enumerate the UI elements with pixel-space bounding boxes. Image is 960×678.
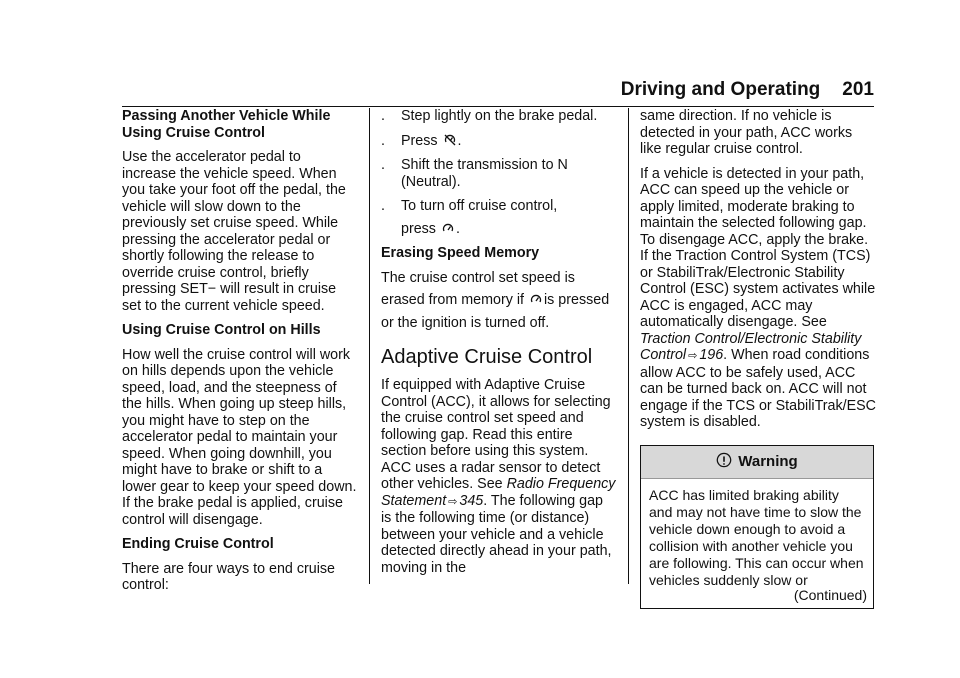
page-number: 201 xyxy=(842,79,874,100)
bullet-mark: . xyxy=(381,157,385,173)
cruise-onoff-icon xyxy=(441,221,455,235)
header-divider xyxy=(122,106,874,107)
bullet-mark: . xyxy=(381,198,385,214)
section-title: Driving and Operating xyxy=(620,79,821,100)
paragraph-acc xyxy=(381,377,617,576)
column-divider-1 xyxy=(369,108,370,584)
list-item xyxy=(381,108,617,125)
list-item-text: Shift the transmission to N (Neutral). xyxy=(401,157,568,190)
column-3 xyxy=(640,108,876,609)
cruise-cancel-icon xyxy=(443,133,457,147)
warning-header xyxy=(641,446,873,479)
list-item-text: To turn off cruise control, xyxy=(401,198,558,214)
continued-label: (Continued) xyxy=(793,587,867,603)
page-reference-arrow-icon: ⇨ xyxy=(688,350,698,362)
text-run: If equipped with Adaptive Cruise Control (ACC), it allows for selecting the cruise control set speed and following gap. Read this entire section before using this system. ACC uses a radar sensor to detect other vehicles. See xyxy=(381,377,611,492)
page-reference-arrow-icon: ⇨ xyxy=(448,495,458,508)
list-item xyxy=(381,133,617,150)
warning-title: Warning xyxy=(738,452,798,470)
heading-passing: Passing Another Vehicle While Using Cruise Control xyxy=(122,108,331,141)
cross-reference-link[interactable]: Traction Control/Electronic Stability Control xyxy=(640,330,862,363)
list-item-text: Step lightly on the brake pedal. xyxy=(401,108,598,124)
paragraph-ending: There are four ways to end cruise control: xyxy=(122,560,335,593)
paragraph-acc-detected xyxy=(640,166,876,431)
heading-ending: Ending Cruise Control xyxy=(122,536,274,552)
heading-hills: Using Cruise Control on Hills xyxy=(122,322,321,338)
warning-text: ACC has limited braking ability and may not have time to slow the vehicle down enough to avoid a collision with another vehicle you are following. This can occur when vehicles suddenly slow or xyxy=(649,486,864,588)
cross-reference-page[interactable]: 345 xyxy=(459,492,484,509)
text-run: The cruise control set speed is xyxy=(381,269,575,286)
column-divider-2 xyxy=(628,108,629,584)
paragraph-erasing xyxy=(381,270,617,332)
text-run: erased from memory if xyxy=(381,292,525,308)
paragraph-acc-continued: same direction. If no vehicle is detected in your path, ACC works like regular cruise control. xyxy=(640,108,853,157)
column-2 xyxy=(381,108,617,584)
list-item xyxy=(381,157,617,190)
bullet-mark: . xyxy=(381,108,385,124)
text-run: or the ignition is turned off. xyxy=(381,314,550,331)
list-item xyxy=(381,198,617,237)
text-run: If a vehicle is detected in your path, ACC can speed up the vehicle or apply limited, moderate braking to maintain the selected following gap. To disengage ACC, apply the brake. If the Traction Control System (TCS) or StabiliTrak/Electronic Stability Control (ESC) system activates while ACC is engaged, ACC may automatically disengage. See xyxy=(640,165,876,330)
list-item-text: Press xyxy=(401,132,438,149)
section-heading-acc: Adaptive Cruise Control xyxy=(381,346,593,368)
list-item-text: . xyxy=(457,132,462,149)
warning-box xyxy=(640,445,874,609)
text-run: . When road conditions allow ACC to be safely used, ACC can be turned back on. ACC will not engage if the TCS or StabiliTrak/ESC system is disabled. xyxy=(640,347,877,430)
cross-reference-link[interactable]: Radio Frequency Statement xyxy=(381,476,616,509)
list-item-text: press xyxy=(401,220,436,237)
cross-reference-page[interactable]: 196 xyxy=(699,347,724,363)
warning-icon xyxy=(716,452,732,468)
text-run: . The following gap is the following time (or distance) between your vehicle and a vehicle detected directly ahead in your path, moving in the xyxy=(381,492,612,576)
heading-erasing: Erasing Speed Memory xyxy=(381,245,540,261)
column-1 xyxy=(122,108,358,602)
text-run: is pressed xyxy=(544,292,610,308)
paragraph-passing: Use the accelerator pedal to increase the vehicle speed. When you take your foot off the pedal, the vehicle will slow down to the previously set cruise speed. While pressing the accelerator pedal or shortly following the release to override cruise control, briefly pressing SET− will result in cruise set to the current vehicle speed. xyxy=(122,149,346,314)
paragraph-hills: How well the cruise control will work on hills depends upon the vehicle speed, load, and the steepness of the hills. When going up steep hills, you might have to step on the accelerator pedal to maintain your speed. When going downhill, you might have to brake or shift to a lower gear to keep your speed down. If the brake pedal is applied, cruise control will disengage. xyxy=(122,346,357,528)
list-item-text: . xyxy=(455,220,460,237)
page-header xyxy=(0,79,874,101)
cruise-onoff-icon xyxy=(529,292,543,306)
bullet-mark: . xyxy=(381,132,385,149)
